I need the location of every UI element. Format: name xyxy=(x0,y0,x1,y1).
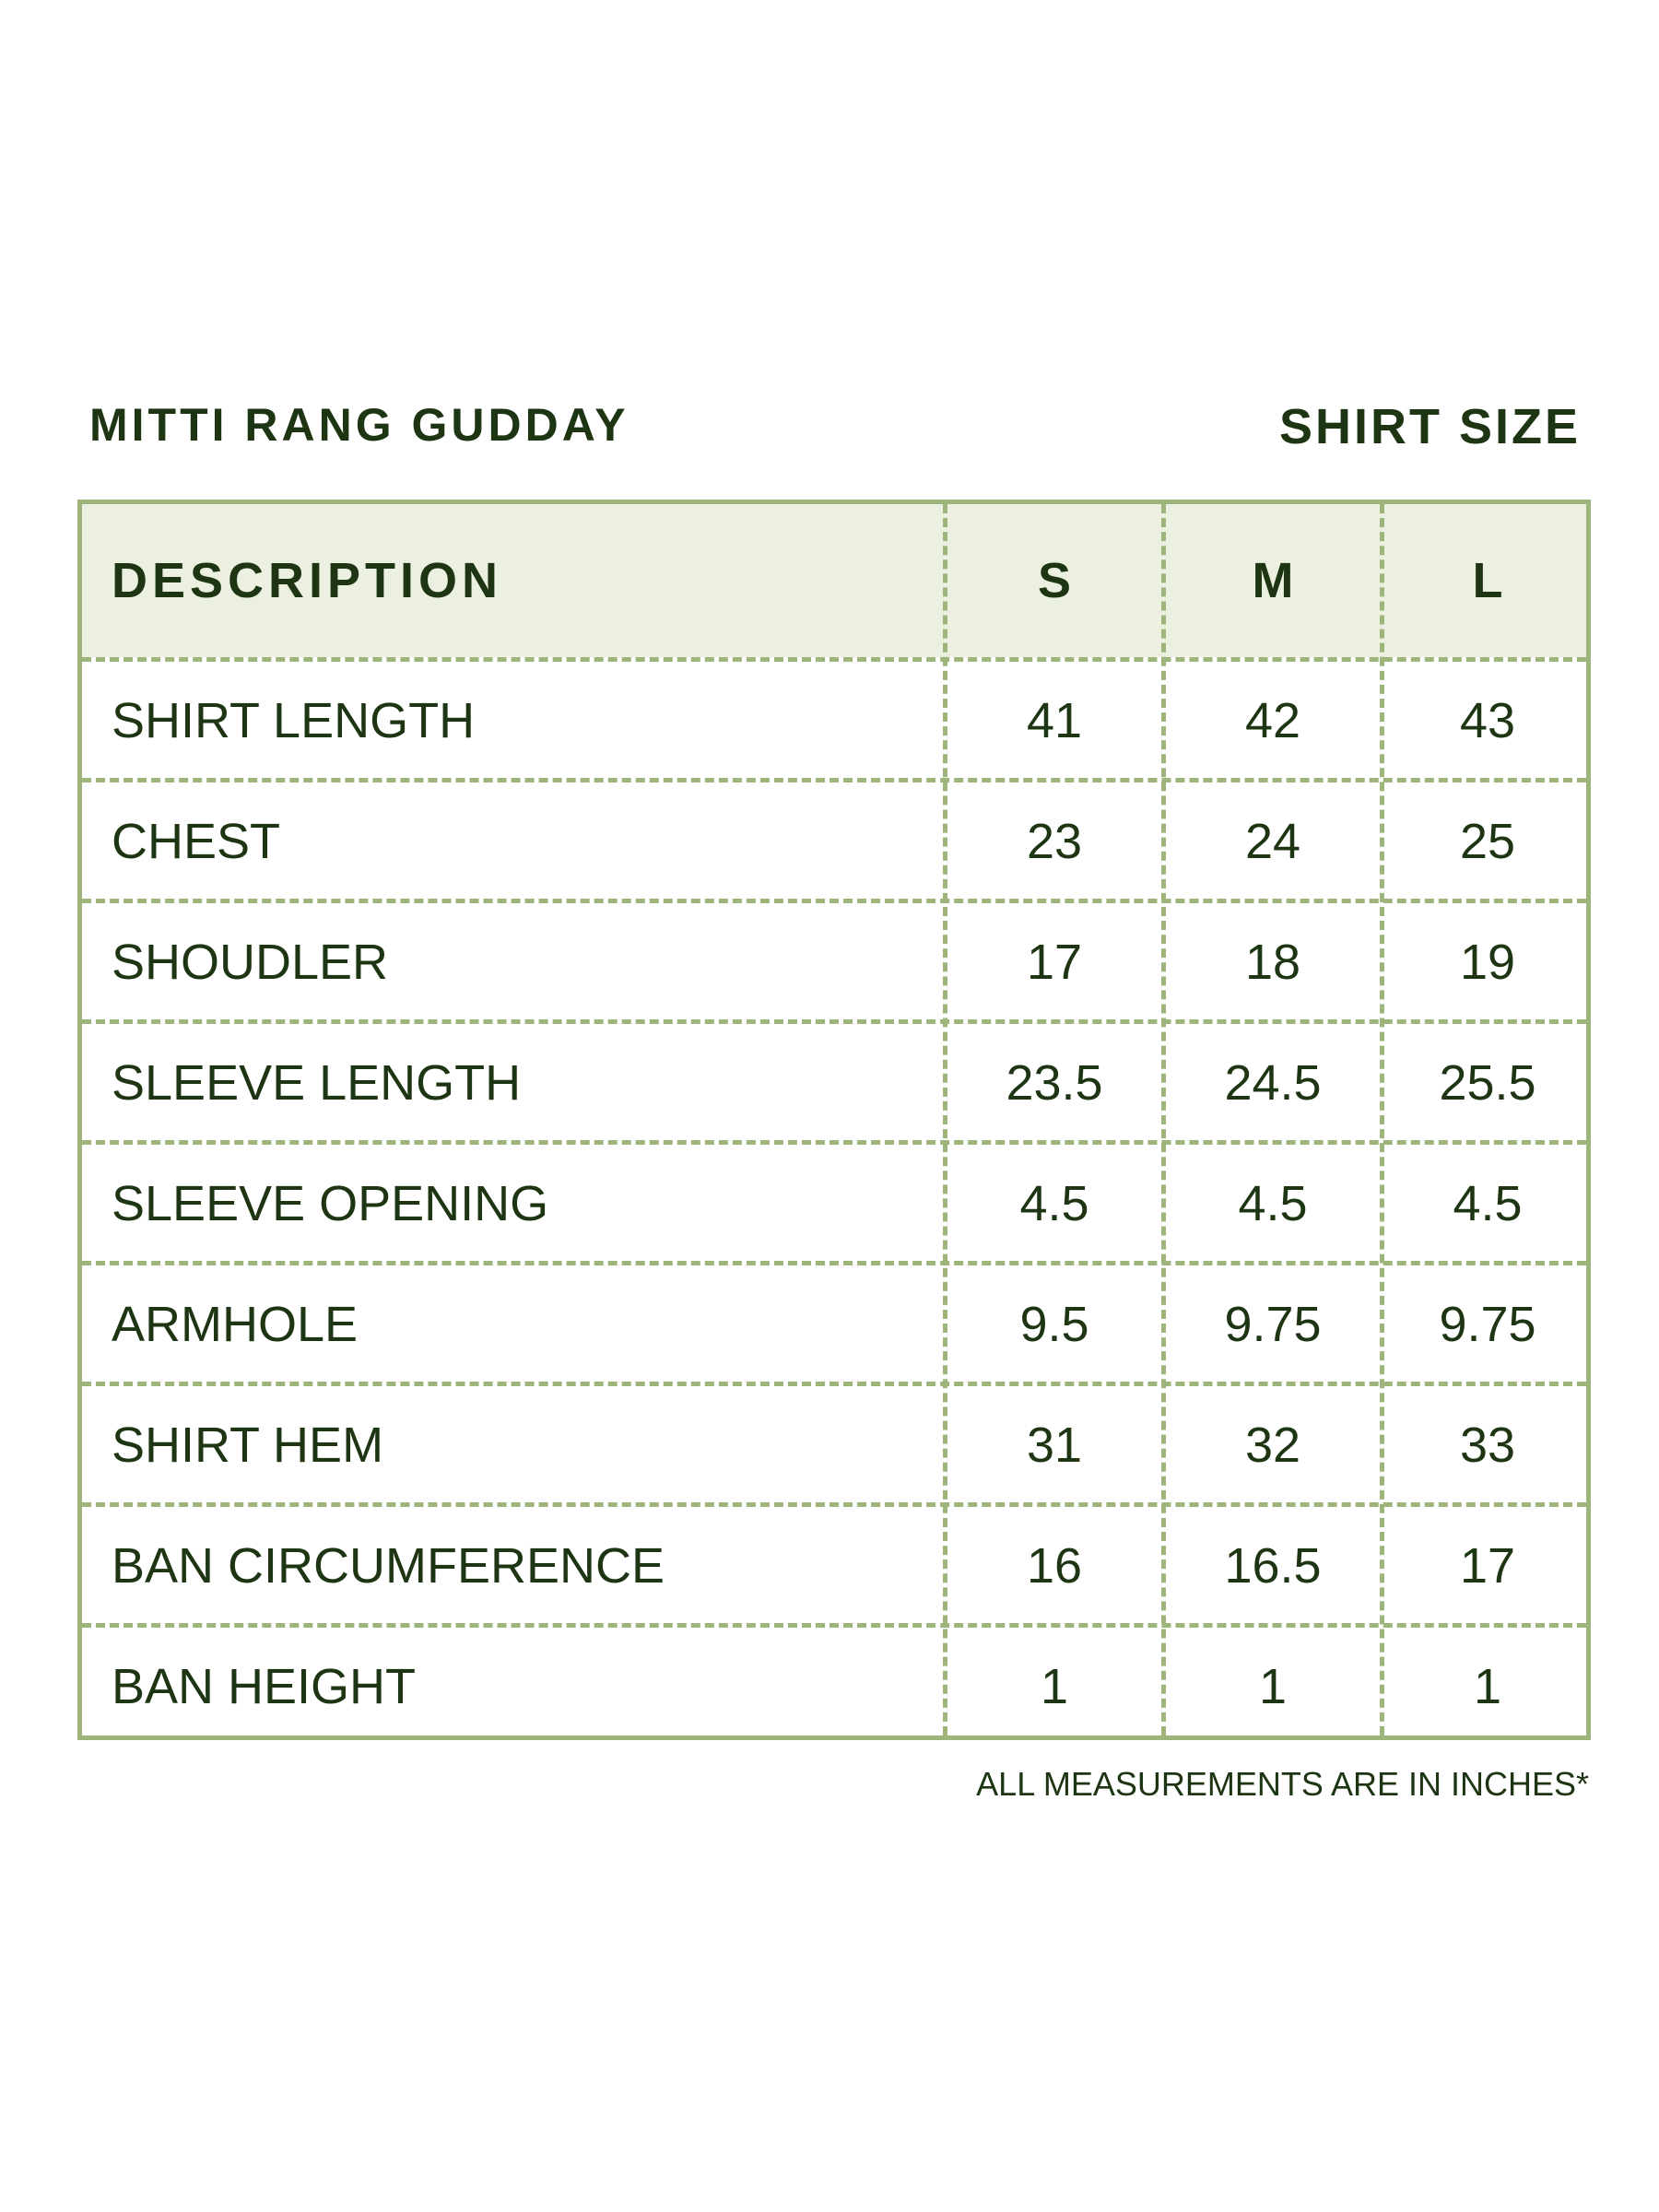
cell-size-m: 32 xyxy=(1244,1417,1301,1473)
row-label: ARMHOLE xyxy=(112,1296,359,1352)
cell-size-m: 9.75 xyxy=(1224,1296,1322,1352)
table-header-row xyxy=(82,504,1586,657)
table-row xyxy=(82,901,1586,1022)
cell-size-s: 31 xyxy=(1026,1417,1083,1473)
column-header-m: M xyxy=(1252,553,1294,608)
cell-size-m: 24.5 xyxy=(1224,1054,1322,1111)
row-label: SHIRT LENGTH xyxy=(112,692,476,748)
table-row xyxy=(82,781,1586,901)
cell-size-m: 24 xyxy=(1244,813,1301,869)
row-label: BAN CIRCUMFERENCE xyxy=(112,1537,665,1594)
cell-size-l: 1 xyxy=(1473,1658,1502,1714)
cell-size-s: 41 xyxy=(1026,692,1083,748)
column-divider xyxy=(943,504,947,1735)
table-row xyxy=(82,1505,1586,1626)
cell-size-s: 23.5 xyxy=(1006,1054,1103,1111)
table-row xyxy=(82,660,1586,781)
cell-size-l: 33 xyxy=(1459,1417,1516,1473)
cell-size-l: 4.5 xyxy=(1453,1175,1523,1231)
row-label: SLEEVE OPENING xyxy=(112,1175,549,1231)
cell-size-m: 4.5 xyxy=(1238,1175,1308,1231)
cell-size-l: 43 xyxy=(1459,692,1516,748)
product-name: MITTI RANG GUDDAY xyxy=(89,399,629,451)
row-label: SLEEVE LENGTH xyxy=(112,1054,522,1111)
column-divider xyxy=(1161,504,1166,1735)
column-header-s: S xyxy=(1037,553,1072,608)
cell-size-s: 4.5 xyxy=(1019,1175,1089,1231)
chart-title: SHIRT SIZE xyxy=(1278,399,1581,454)
row-label: SHIRT HEM xyxy=(112,1417,384,1473)
cell-size-m: 42 xyxy=(1244,692,1301,748)
row-label: SHOUDLER xyxy=(112,934,389,990)
cell-size-s: 17 xyxy=(1026,934,1083,990)
cell-size-s: 23 xyxy=(1026,813,1083,869)
column-divider xyxy=(1380,504,1384,1735)
size-chart-table xyxy=(77,500,1591,1740)
cell-size-s: 1 xyxy=(1040,1658,1069,1714)
cell-size-l: 19 xyxy=(1459,934,1516,990)
row-label: BAN HEIGHT xyxy=(112,1658,417,1714)
row-label: CHEST xyxy=(112,813,281,869)
cell-size-l: 25 xyxy=(1459,813,1516,869)
cell-size-l: 9.75 xyxy=(1439,1296,1536,1352)
cell-size-l: 25.5 xyxy=(1439,1054,1536,1111)
cell-size-s: 9.5 xyxy=(1019,1296,1089,1352)
table-row xyxy=(82,1022,1586,1143)
column-header-description: DESCRIPTION xyxy=(112,553,503,608)
cell-size-m: 16.5 xyxy=(1224,1537,1322,1594)
cell-size-m: 1 xyxy=(1258,1658,1288,1714)
cell-size-l: 17 xyxy=(1459,1537,1516,1594)
cell-size-m: 18 xyxy=(1244,934,1301,990)
table-row xyxy=(82,1384,1586,1505)
cell-size-s: 16 xyxy=(1026,1537,1083,1594)
measurement-note: ALL MEASUREMENTS ARE IN INCHES* xyxy=(976,1765,1589,1803)
table-row xyxy=(82,1264,1586,1384)
table-row xyxy=(82,1143,1586,1264)
column-header-l: L xyxy=(1472,553,1503,608)
table-row xyxy=(82,1626,1586,1747)
